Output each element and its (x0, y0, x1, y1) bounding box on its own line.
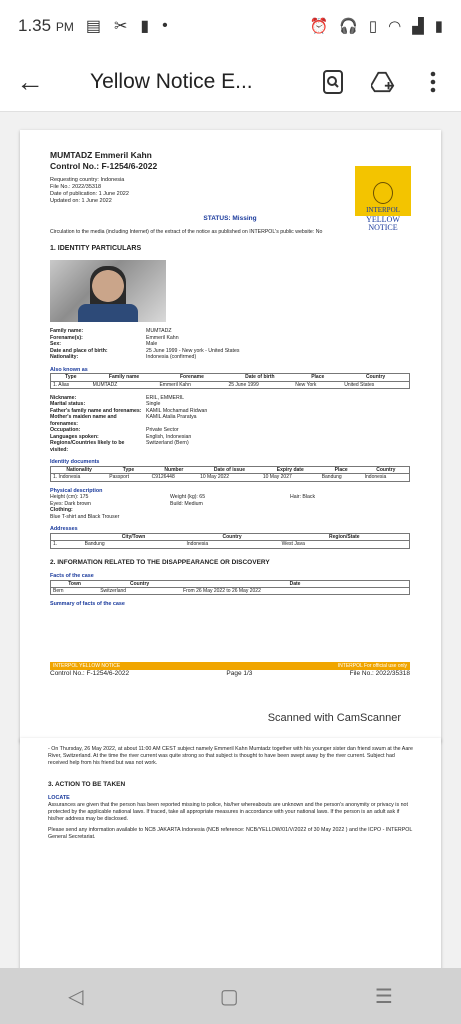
table-cell: 1. (53, 541, 58, 548)
document-page-1 (20, 130, 441, 742)
locate-text: Assurances are given that the person has been reported missing to police, his/her whereabouts are unknown and the person's anonymity or privacy is not protected by the applicable national laws. If traced, take all appropriate measures in accordance with your national laws. If the person is an adult ask if his/her address may be disclosed. (48, 802, 408, 822)
table-cell: 1. Alias (53, 381, 70, 388)
footer-page-number: Page 1/3 (226, 670, 253, 677)
back-arrow-icon[interactable]: ← (16, 65, 44, 97)
hair-value: Hair: Black (290, 494, 316, 501)
details-list (50, 395, 410, 454)
tools-icon: ✂ (113, 18, 128, 35)
column-header: Place (320, 467, 363, 474)
detail-value: KAMIL Mochamad Ridwan (146, 407, 208, 414)
detail-key: Nickname: (50, 394, 77, 401)
identity-key: Forename(s): (50, 334, 83, 341)
column-header: Country (185, 534, 280, 541)
document-title: Yellow Notice E... (90, 69, 253, 93)
table-row (51, 381, 410, 388)
notification-icons (86, 16, 168, 36)
footer-bar-left: INTERPOL YELLOW NOTICE (53, 663, 121, 669)
table-cell: Passport (109, 474, 129, 481)
notice-line: NOTICE (368, 223, 398, 233)
nav-recents-icon[interactable]: ☰ (374, 985, 393, 1008)
footer-bar-right: INTERPOL For official use only (337, 663, 407, 669)
table-header-row (51, 580, 410, 587)
facts-heading: Facts of the case (50, 572, 94, 579)
table-cell: Bandung (321, 474, 342, 481)
column-header: City/Town (83, 534, 185, 541)
height-value: Height (cm): 175 (50, 494, 89, 501)
file-number: File No.: 2022/35318 (50, 184, 102, 191)
contact-instructions: Please send any information available to NCB JAKARTA Indonesia (NCB reference: NCB/YELLOW/01/V/2022 of 30 May 2022 ) and the ICPO - INTERPOL General Secretariat. (48, 826, 413, 840)
table-cell: 10 May 2022 (200, 474, 229, 481)
id-docs-table (50, 466, 410, 482)
column-header: Number (150, 467, 198, 474)
table-cell: 1. Indonesia (53, 474, 81, 481)
table-cell: Switzerland (100, 587, 127, 594)
identity-key: Sex: (50, 341, 61, 348)
publication-date: Date of publication: 1 June 2022 (50, 191, 129, 197)
table-header-row (51, 534, 410, 541)
app-bar (0, 52, 461, 112)
table-cell: From 26 May 2022 to 26 May 2022 (183, 587, 261, 594)
nav-home-icon[interactable]: ▢ (219, 985, 239, 1008)
detail-key: Regions/Countries likely to be visited: (50, 440, 125, 453)
id-docs-heading: Identity documents (50, 459, 100, 466)
system-nav-bar (0, 968, 461, 1024)
clock: 1.35 PM (18, 16, 74, 35)
aka-heading: Also known as (50, 366, 88, 373)
detail-key: Marital status: (50, 401, 86, 408)
table-cell: Indonesia (186, 541, 209, 548)
table-cell: 10 May 2027 (262, 474, 292, 481)
detail-value: Switzerland (Bern) (146, 440, 189, 447)
alarm-icon: ⏰ (309, 18, 329, 35)
column-header: Forename (157, 374, 226, 381)
facts-table (50, 580, 410, 596)
column-header: Country (363, 467, 410, 474)
identity-value: Indonesia (confirmed) (146, 354, 197, 361)
identity-value: 25 June 1999 - New york - United States (146, 347, 240, 354)
column-header: Nationality (51, 467, 108, 474)
status-bar (0, 0, 461, 52)
search-in-document-icon[interactable] (321, 70, 345, 94)
column-header: Family name (91, 374, 158, 381)
control-number: Control No.: F-1254/6-2022 (50, 160, 158, 171)
system-icons (309, 17, 443, 35)
column-header: Type (51, 374, 91, 381)
table-cell: Bandung (84, 541, 105, 548)
person-photo (50, 260, 166, 322)
updated-date: Updated on: 1 June 2022 (50, 197, 112, 204)
identity-value: Male (146, 341, 158, 348)
section-identity-heading: 1. IDENTITY PARTICULARS (50, 245, 142, 253)
physical-description (50, 494, 410, 507)
signal-icon: ▟ (412, 18, 424, 35)
addresses-table (50, 533, 410, 549)
detail-key: Mother's maiden name and forenames: (50, 414, 117, 427)
spacer (290, 501, 410, 508)
column-header: Expiry date (261, 467, 320, 474)
camscanner-watermark: Scanned with CamScanner (267, 712, 401, 724)
table-row (51, 541, 410, 548)
wifi-icon: ◠ (388, 18, 402, 35)
column-header: Date of birth (226, 374, 293, 381)
photo-body (78, 304, 138, 322)
identity-key: Family name: (50, 328, 84, 335)
circulation-note: Circulation to the media (including Internet) of the extract of the notice as published on INTERPOL's public website: No (50, 228, 323, 235)
person-name: MUMTADZ Emmeril Kahn (50, 150, 152, 160)
yellow-notice-label (355, 216, 411, 233)
column-header: Town (51, 580, 99, 587)
vibrate-icon: ▯ (368, 18, 378, 35)
column-header: Place (293, 374, 342, 381)
identity-value: MUMTADZ (146, 328, 172, 335)
news-icon: ▤ (85, 18, 101, 35)
eyes-value: Eyes: Dark brown (50, 500, 91, 507)
clothing-value: Blue T-shirt and Black Trouser (50, 513, 120, 520)
identity-value: Emmeril Kahn (146, 334, 179, 341)
interpol-emblem-icon (373, 182, 393, 204)
column-header: Region/State (280, 534, 410, 541)
column-header: Date of issue (198, 467, 261, 474)
detail-value: ERIL, EMMERIL (146, 394, 185, 401)
weight-value: Weight (kg): 65 (170, 494, 206, 501)
detail-key: Languages spoken: (50, 433, 99, 440)
detail-key: Occupation: (50, 427, 81, 434)
page-2-content (48, 746, 416, 840)
table-row (51, 587, 410, 594)
summary-heading: Summary of facts of the case (50, 601, 125, 607)
table-cell: 25 June 1999 (228, 381, 259, 388)
table-cell: West Java (281, 541, 305, 548)
table-cell: Bern (53, 587, 64, 594)
detail-value: Private Sector (146, 427, 179, 434)
add-to-drive-icon[interactable] (371, 70, 395, 94)
toolbar-actions (321, 70, 445, 94)
pdf-viewer[interactable] (0, 112, 461, 968)
requesting-country: Requesting country: Indonesia (50, 177, 125, 184)
locate-label: LOCATE (48, 795, 70, 802)
identity-key: Nationality: (50, 354, 79, 361)
status-label: STATUS: Missing (203, 214, 257, 222)
table-header-row (51, 467, 410, 474)
alert-icon: ▮ (140, 18, 150, 35)
table-cell: Emmeril Kahn (159, 381, 191, 388)
column-header (51, 534, 83, 541)
more-options-icon[interactable] (421, 70, 445, 94)
table-cell: Indonesia (364, 474, 387, 481)
notice-line: YELLOW (366, 215, 400, 224)
detail-value: Single (146, 401, 161, 408)
table-cell: MUMTADZ (92, 381, 118, 388)
dot-icon: • (162, 17, 168, 34)
battery-icon: ▮ (434, 18, 443, 35)
detail-key: Father's family name and forenames: (50, 407, 142, 414)
physical-heading: Physical description (50, 487, 103, 494)
clothing-label: Clothing: (50, 507, 73, 514)
table-cell: New York (295, 381, 317, 388)
footer-bar (50, 662, 410, 670)
detail-value: KAMIL Atalia Praratya (146, 414, 197, 421)
addresses-heading: Addresses (50, 526, 78, 533)
headphones-icon: 🎧 (339, 18, 358, 35)
footer-control-number: Control No.: F-1254/6-2022 (50, 670, 130, 677)
section-disappearance-heading: 2. INFORMATION RELATED TO THE DISAPPEARANCE OR DISCOVERY (50, 558, 270, 566)
identity-list (50, 328, 410, 361)
column-header: Date (181, 580, 409, 587)
document-page-2 (20, 738, 441, 968)
footer-file-number: File No.: 2022/35318 (349, 670, 410, 677)
identity-key: Date and place of birth: (50, 347, 108, 354)
page-footer (50, 670, 410, 677)
table-cell: C9126448 (151, 474, 175, 481)
table-row (51, 474, 410, 481)
summary-text: - On Thursday, 26 May 2022, at about 11:00 AM CEST subject namely Emmeril Kahn Mumtadz together with his younger sister dan friend swum at the Aare River, Switzerland. At the time the river current was quite strong so that subject is thought to have been swept away by the river current. Subject had received help from his friend but was not work. (48, 746, 413, 766)
table-header-row (51, 374, 410, 381)
detail-value: English, Indonesian (146, 433, 192, 440)
build-value: Build: Medium (170, 500, 203, 507)
interpol-logo (355, 166, 411, 216)
column-header: Country (342, 374, 409, 381)
column-header: Type (107, 467, 149, 474)
interpol-logo-text: INTERPOL (366, 206, 400, 214)
aka-table (50, 373, 410, 389)
column-header: Country (98, 580, 181, 587)
nav-back-icon[interactable]: ◁ (68, 985, 84, 1008)
table-cell: United States (344, 381, 375, 388)
section-action-heading: 3. ACTION TO BE TAKEN (48, 780, 126, 788)
